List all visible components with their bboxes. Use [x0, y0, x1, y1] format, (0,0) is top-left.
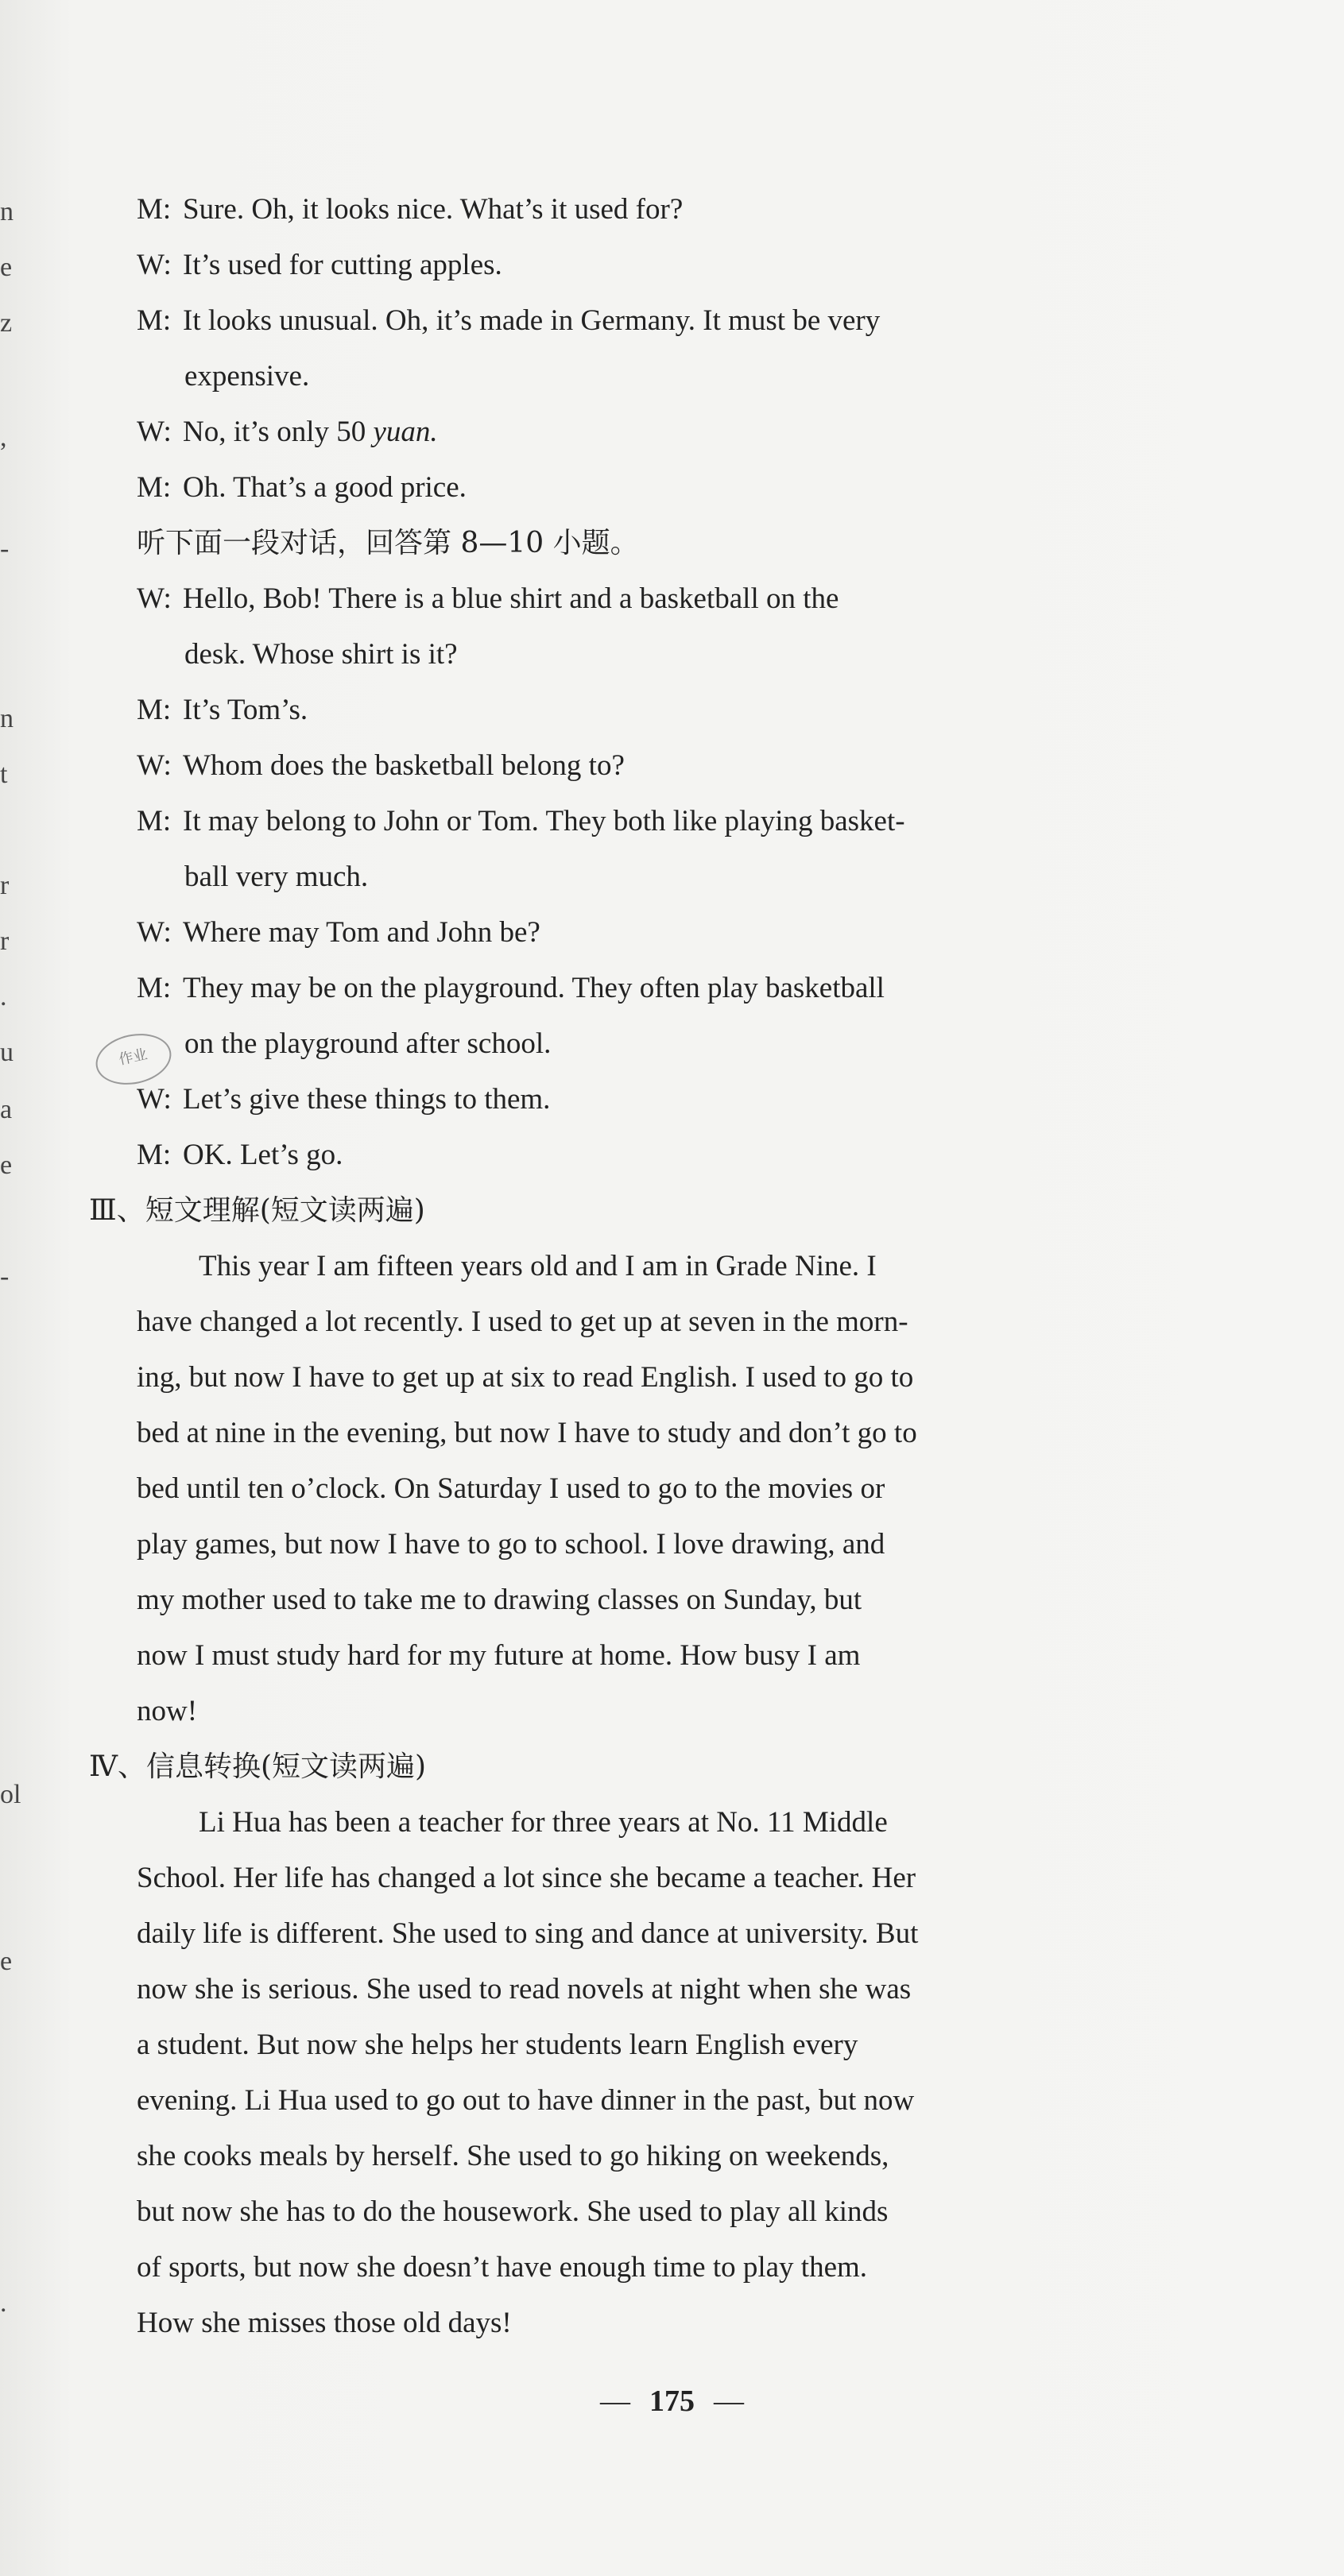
speaker-label: M:: [137, 694, 172, 726]
dialogue-line: [137, 971, 885, 1006]
dialogue-text: Whom does the basketball belong to?: [183, 749, 625, 782]
dialogue-text: OK. Let’s go.: [183, 1139, 343, 1171]
margin-letter: t: [0, 760, 8, 789]
speaker-label: M:: [137, 805, 172, 837]
paragraph-line: now I must study hard for my future at home. How busy I am: [137, 1639, 861, 1672]
dialogue-text: No, it’s only 50: [183, 416, 366, 448]
section-heading: Ⅲ、短文理解(短文读两遍): [89, 1194, 425, 1227]
paragraph-line: Li Hua has been a teacher for three years at No. 11 Middle: [199, 1806, 888, 1839]
paragraph-line: play games, but now I have to go to school. I love drawing, and: [137, 1528, 885, 1561]
dialogue-line: [137, 748, 625, 783]
dialogue-text: It looks unusual. Oh, it’s made in Germany. It must be very: [183, 304, 881, 337]
page-number-value: 175: [649, 2385, 695, 2418]
page-dash-right: —: [714, 2385, 744, 2418]
listening-instruction: 听下面一段对话，回答第 8—10 小题。: [137, 527, 639, 559]
dialogue-continuation: [184, 637, 458, 672]
paragraph-line: now!: [137, 1695, 198, 1727]
speaker-label: M:: [137, 972, 172, 1004]
dialogue-italic: yuan.: [373, 416, 438, 448]
margin-letter: ,: [0, 423, 7, 452]
dialogue-line: [137, 582, 839, 617]
speaker-label: W:: [137, 916, 172, 949]
dialogue-line: [137, 304, 880, 338]
dialogue-text: It’s Tom’s.: [183, 694, 308, 726]
paragraph-line: This year I am fifteen years old and I am in Grade Nine. I: [199, 1250, 877, 1282]
paragraph-line: a student. But now she helps her students learn English every: [137, 2029, 858, 2061]
dialogue-continuation: [184, 1027, 551, 1062]
dialogue-line: [137, 1138, 343, 1173]
paragraph-line: bed until ten o’clock. On Saturday I used to go to the movies or: [137, 1472, 885, 1505]
margin-letter: e: [0, 253, 13, 282]
paragraph-line: she cooks meals by herself. She used to go hiking on weekends,: [137, 2140, 889, 2172]
dialogue-text: expensive.: [184, 360, 310, 393]
dialogue-text: Oh. That’s a good price.: [183, 471, 467, 504]
paragraph-line: ing, but now I have to get up at six to read English. I used to go to: [137, 1361, 914, 1394]
dialogue-text: desk. Whose shirt is it?: [184, 638, 458, 671]
paragraph-line: evening. Li Hua used to go out to have dinner in the past, but now: [137, 2084, 915, 2117]
paragraph-line: have changed a lot recently. I used to get up at seven in the morn-: [137, 1305, 908, 1338]
margin-letter: a: [0, 1095, 13, 1124]
speaker-label: W:: [137, 749, 172, 782]
paragraph-line: daily life is different. She used to sing and dance at university. But: [137, 1917, 919, 1950]
dialogue-line: [137, 192, 683, 227]
margin-letter: r: [0, 926, 10, 956]
dialogue-continuation: [184, 359, 309, 394]
margin-letter: -: [0, 1262, 10, 1291]
margin-letter: n: [0, 704, 14, 733]
paragraph-line: now she is serious. She used to read novels at night when she was: [137, 1973, 912, 2005]
margin-letter: r: [0, 871, 10, 900]
dialogue-line: [137, 1082, 550, 1117]
margin-letter: .: [0, 982, 7, 1011]
dialogue-text: Hello, Bob! There is a blue shirt and a basketball on the: [183, 582, 839, 615]
paragraph-line: How she misses those old days!: [137, 2307, 512, 2339]
page-dash-left: —: [600, 2385, 630, 2418]
speaker-label: W:: [137, 416, 172, 448]
dialogue-continuation: [184, 860, 368, 895]
margin-letter: -: [0, 534, 10, 563]
margin-letter: e: [0, 1151, 13, 1180]
dialogue-text: They may be on the playground. They often play basketball: [183, 972, 885, 1004]
dialogue-text: Sure. Oh, it looks nice. What’s it used for?: [183, 193, 684, 226]
margin-letter: n: [0, 197, 14, 226]
margin-letter: u: [0, 1038, 14, 1067]
paragraph-line: bed at nine in the evening, but now I have to study and don’t go to: [137, 1417, 917, 1449]
speaker-label: M:: [137, 1139, 172, 1171]
paragraph-line: of sports, but now she doesn’t have enough time to play them.: [137, 2251, 868, 2284]
margin-letter: z: [0, 308, 13, 338]
page-number: [0, 2384, 1344, 2419]
speaker-label: W:: [137, 1083, 172, 1116]
dialogue-line: [137, 693, 308, 728]
watermark-stamp: 作业: [91, 1027, 176, 1092]
dialogue-line: [137, 248, 502, 283]
paragraph-line: School. Her life has changed a lot since she became a teacher. Her: [137, 1862, 916, 1894]
dialogue-line: [137, 415, 438, 450]
speaker-label: M:: [137, 471, 172, 504]
dialogue-text: ball very much.: [184, 861, 369, 893]
paragraph-line: my mother used to take me to drawing classes on Sunday, but: [137, 1584, 862, 1616]
paragraph-line: but now she has to do the housework. She used to play all kinds: [137, 2195, 889, 2228]
section-heading: Ⅳ、信息转换(短文读两遍): [89, 1750, 427, 1783]
dialogue-text: Let’s give these things to them.: [183, 1083, 551, 1116]
speaker-label: M:: [137, 193, 172, 226]
dialogue-text: Where may Tom and John be?: [183, 916, 540, 949]
margin-letter: ol: [0, 1780, 21, 1809]
dialogue-text: It may belong to John or Tom. They both like playing basket-: [183, 805, 905, 837]
margin-letter: e: [0, 1947, 13, 1976]
dialogue-line: [137, 470, 467, 505]
speaker-label: W:: [137, 249, 172, 281]
speaker-label: M:: [137, 304, 172, 337]
margin-letter: .: [0, 2288, 7, 2318]
dialogue-line: [137, 804, 905, 839]
dialogue-text: It’s used for cutting apples.: [183, 249, 502, 281]
speaker-label: W:: [137, 582, 172, 615]
dialogue-line: [137, 915, 540, 950]
dialogue-text: on the playground after school.: [184, 1027, 552, 1060]
